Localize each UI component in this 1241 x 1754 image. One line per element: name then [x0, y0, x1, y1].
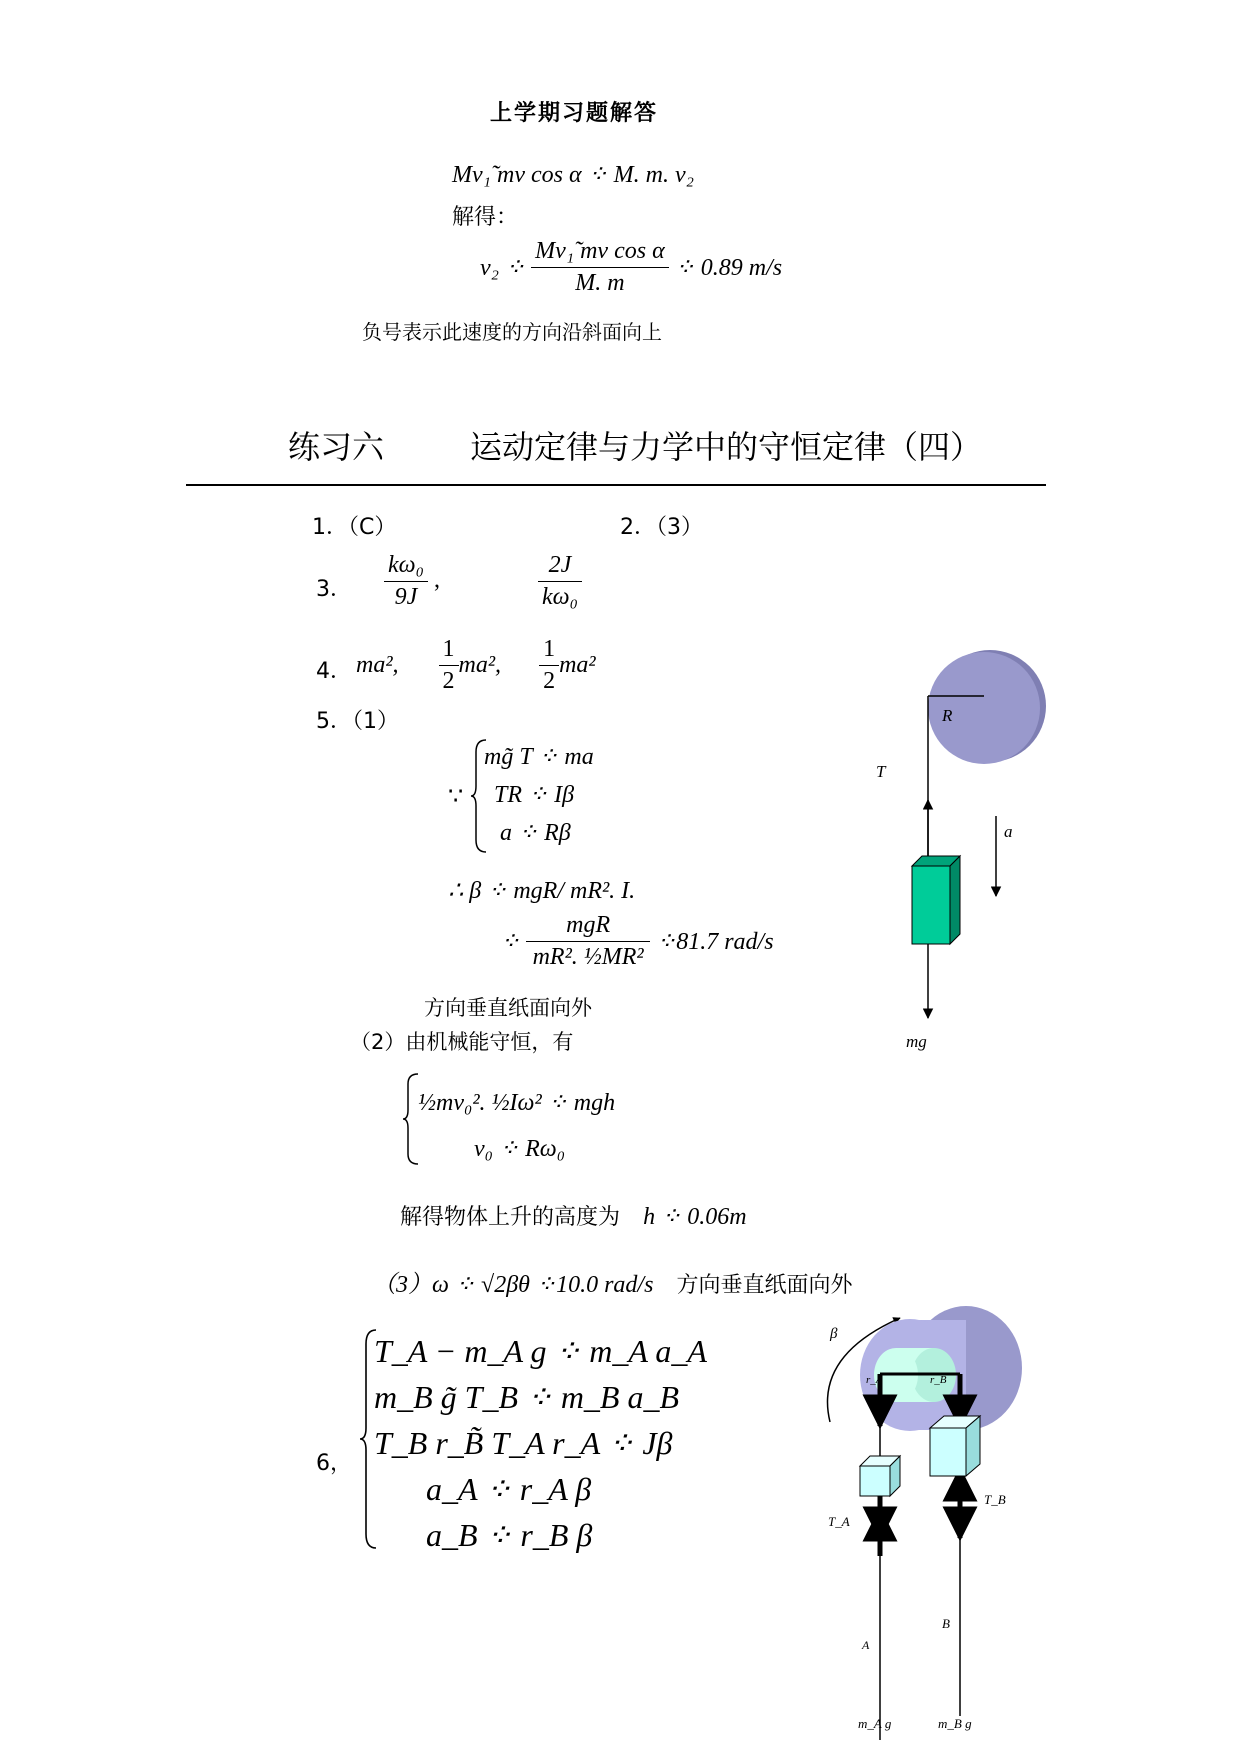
q6-eq3: T_B r_B̃ T_A r_A ⁘ Jβ	[374, 1425, 673, 1461]
fig2-label-TB: T_B	[984, 1492, 1006, 1507]
fig2-label-rB: r_B	[930, 1374, 947, 1386]
q5-part2-label: （2）由机械能守恒，有	[350, 1030, 574, 1054]
q5-2-result-text: 解得物体上升的高度为	[400, 1205, 621, 1230]
momentum-equation: Mv₁̃ mv cos α ⁘ M. m. v₂	[452, 162, 694, 188]
q5-result: ⁘81.7 rad/s	[656, 929, 774, 955]
q5-3-value: （3）ω ⁘ √2βθ ⁘10.0 rad/s	[372, 1272, 654, 1298]
q3-a-numerator: kω₀	[384, 552, 428, 582]
fig2-label-A: A	[862, 1638, 870, 1652]
velocity-numerator: Mv₁̃ mv cos α	[531, 238, 669, 268]
q4-c: ma²	[559, 652, 596, 678]
q5-2-brace	[402, 1072, 422, 1166]
velocity-fraction	[531, 238, 669, 297]
fig1-label-a: a	[1004, 822, 1013, 841]
q4-a: ma²,	[356, 652, 405, 678]
q5-2-energy-eq: ½mv₀². ½Iω² ⁘ mgh	[418, 1090, 616, 1116]
q6-eq1: T_A − m_A g ⁘ m_A a_A	[374, 1333, 707, 1369]
q3-b-denominator: kω₀	[542, 584, 578, 610]
q3-a-denominator: 9J	[394, 584, 418, 610]
box-B-front	[930, 1428, 966, 1476]
section-divider	[186, 484, 1046, 486]
fig1-label-T: T	[876, 762, 886, 781]
q5-2-result-value: h ⁘ 0.06m	[643, 1204, 747, 1230]
q5-system-3: a ⁘ Rβ	[500, 820, 571, 846]
velocity-denominator: M. m	[575, 270, 625, 296]
fig2-label-rA: r_A	[866, 1374, 883, 1386]
q6-eq4: a_A ⁘ r_A β	[426, 1471, 592, 1507]
q5-direction: 方向垂直纸面向外	[424, 996, 592, 1020]
q4-b: ma²,	[458, 652, 508, 678]
solve-label: 解得：	[452, 205, 519, 230]
q5-system-2: TR ⁘ Iβ	[494, 782, 575, 808]
answer-q4	[356, 636, 596, 695]
fig2-label-mAg: m_A g	[858, 1716, 892, 1731]
sign-note: 负号表示此速度的方向沿斜面向上	[362, 320, 662, 344]
velocity-lhs: v₂ ⁘	[480, 255, 526, 281]
box-A-front	[860, 1466, 890, 1496]
q4-half-den-1: 2	[442, 668, 455, 694]
q5-2-velocity-eq: v₀ ⁘ Rω₀	[474, 1136, 566, 1162]
answer-q3-first	[384, 552, 440, 611]
answer-q2: 2．（3）	[620, 515, 703, 540]
answer-q3-second	[538, 552, 582, 611]
q5-3-direction: 方向垂直纸面向外	[676, 1273, 853, 1298]
fig2-label-mBg: m_B g	[938, 1716, 972, 1731]
answer-q4-label: 4．	[316, 659, 352, 684]
velocity-rhs: ⁘ 0.89 m/s	[674, 255, 783, 281]
q5-system-1: mg̃ T ⁘ ma	[484, 744, 594, 770]
fig1-label-R: R	[942, 706, 953, 725]
q5-therefore: ∴ β ⁘ mgR/ mR². I.	[448, 878, 636, 904]
q5-because: ∵	[448, 784, 464, 810]
q5-2-result	[400, 1200, 747, 1231]
answer-q3-label: 3．	[316, 577, 352, 602]
q5-beta-value: ⁘ $\frac{\text{mgR}}{\text{mR². ½MR²}}$ ⁘81.7 rad/s	[500, 912, 774, 970]
q5-frac-den: mR². ½MR²	[532, 944, 644, 970]
q4-half-den-2: 2	[543, 668, 556, 694]
fig2-label-B: B	[942, 1616, 950, 1631]
block-side	[950, 856, 960, 944]
section-title: 运动定律与力学中的守恒定律（四）	[470, 428, 983, 466]
fig2-label-beta: β	[830, 1326, 838, 1342]
velocity-solution	[480, 238, 782, 297]
q5-3-result	[372, 1264, 853, 1299]
q4-half-num-1: 1	[439, 636, 459, 666]
q3-b-numerator: 2J	[538, 552, 582, 582]
answer-q1: 1．（C）	[312, 515, 397, 540]
page-header-title: 上学期习题解答	[490, 101, 659, 126]
answer-q6-label: 6，	[316, 1451, 352, 1476]
q3-separator: ,	[433, 567, 440, 594]
fig2-label-TA: T_A	[828, 1514, 850, 1529]
q6-eq2: m_B g̃ T_B ⁘ m_B a_B	[374, 1379, 680, 1415]
pulley-figure	[860, 640, 1060, 1060]
block-front	[912, 866, 950, 944]
q5-frac-num: mgR	[526, 912, 650, 942]
answer-q5-label: 5．（1）	[316, 709, 399, 734]
fig1-label-mg: mg	[906, 1032, 927, 1051]
section-number: 练习六	[288, 428, 385, 466]
q6-eq5: a_B ⁘ r_B β	[426, 1517, 593, 1553]
q4-half-num-2: 1	[539, 636, 559, 666]
